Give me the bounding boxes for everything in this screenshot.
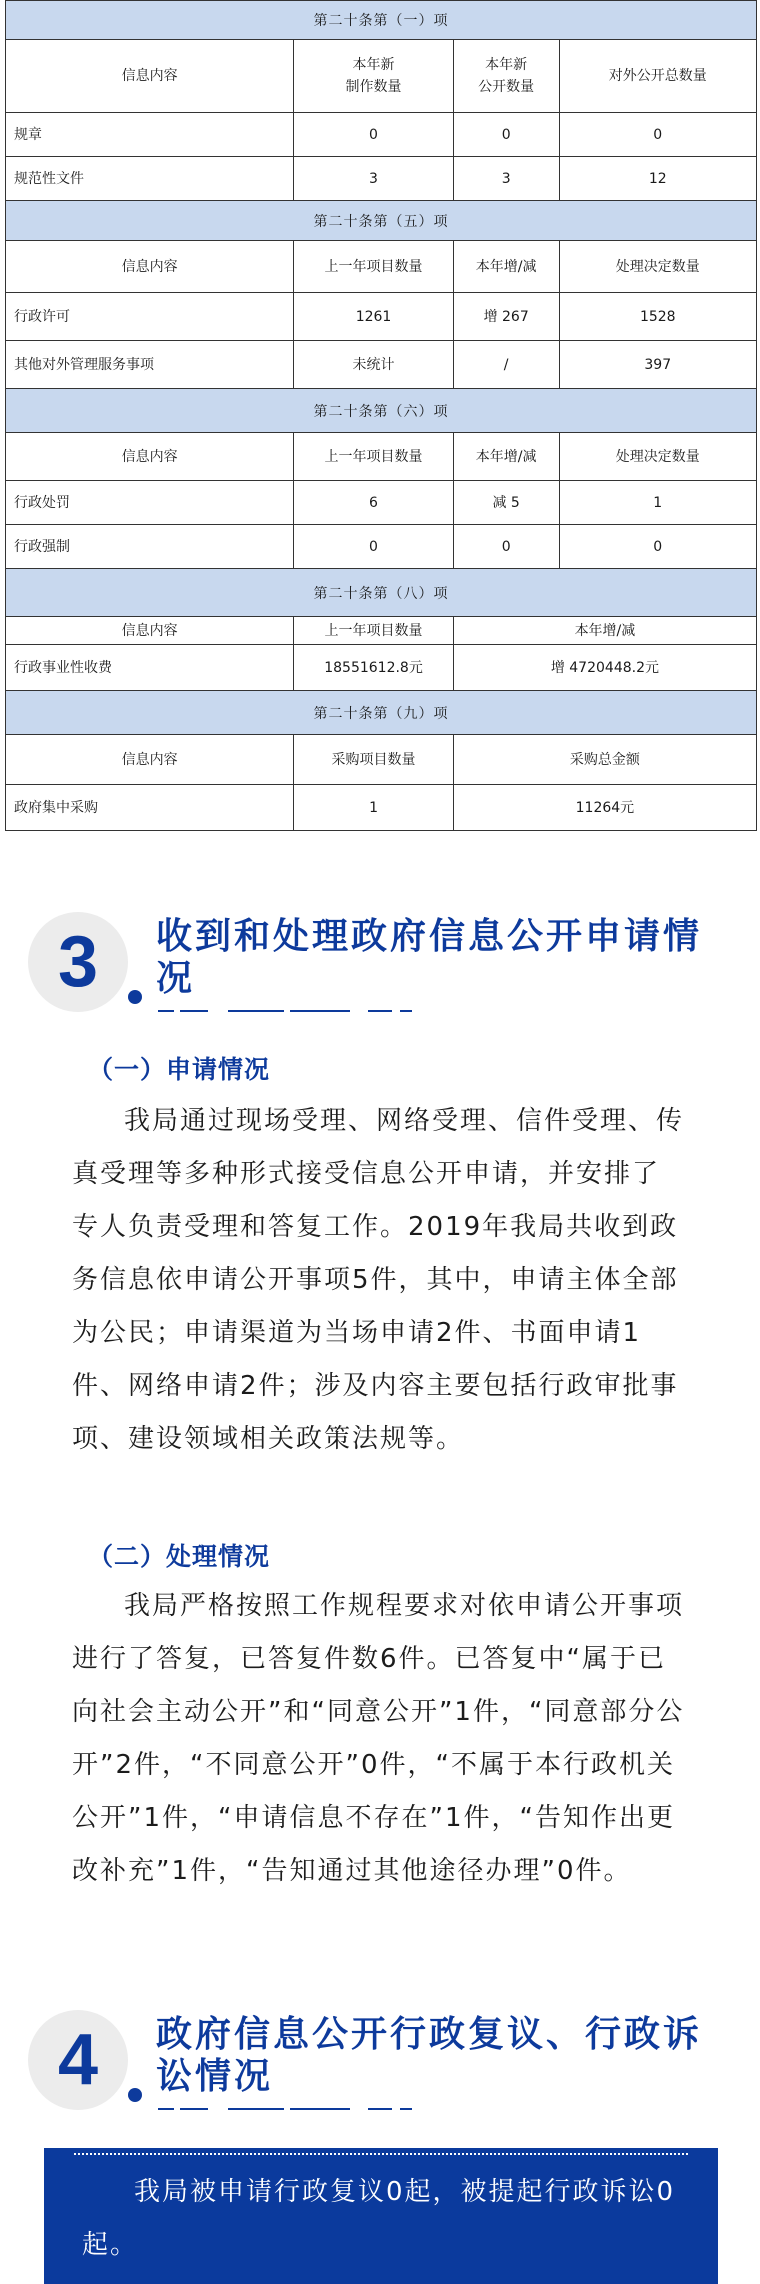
table-cell: 0 xyxy=(294,525,454,568)
row-label: 行政处罚 xyxy=(6,481,294,524)
title-underline-dash xyxy=(228,2108,284,2110)
header-cell: 上一年项目数量 xyxy=(294,617,454,644)
header-cell: 对外公开总数量 xyxy=(608,68,707,84)
table-cell: 0 xyxy=(454,113,560,156)
section-4-header xyxy=(28,2010,728,2130)
subheading-application: （一）申请情况 xyxy=(88,1055,271,1084)
table-title-5: 第二十条第（五）项 xyxy=(5,201,757,241)
table-title-6: 第二十条第（六）项 xyxy=(5,389,757,433)
header-cell: 信息内容 xyxy=(6,735,294,784)
table-cell: 减 5 xyxy=(454,481,560,524)
row-label: 规章 xyxy=(6,113,294,156)
section-dot xyxy=(128,990,142,1004)
table-row xyxy=(5,341,757,389)
row-label: 政府集中采购 xyxy=(6,785,294,830)
header-cell: 信息内容 xyxy=(6,617,294,644)
title-underline-dash xyxy=(368,1010,392,1012)
header-cell: 上一年项目数量 xyxy=(294,433,454,480)
table-header-row xyxy=(5,617,757,645)
paragraph-processing: 我局严格按照工作规程要求对依申请公开事项进行了答复，已答复件数6件。已答复中“属于已向社会主动公开”和“同意公开”1件，“同意部分公开”2件，“不同意公开”0件，“不属于本行政机关公开”1件，“申请信息不存在”1件，“告知作出更改补充”1件，“告知通过其他途径办理”0件。 xyxy=(72,1591,685,1886)
disclosure-tables xyxy=(5,0,757,831)
table-header-row xyxy=(5,40,757,113)
header-cell: 本年新 公开数量 xyxy=(454,40,560,112)
title-underline-dash xyxy=(400,1010,412,1012)
dotted-divider xyxy=(74,2153,688,2155)
row-label: 行政事业性收费 xyxy=(6,645,294,690)
title-underline-dash xyxy=(290,1010,350,1012)
header-cell: 上一年项目数量 xyxy=(294,241,454,292)
header-cell: 本年增/减 xyxy=(454,241,560,292)
section-dot xyxy=(128,2088,142,2102)
table-cell: 1261 xyxy=(294,293,454,340)
table-cell: 3 xyxy=(294,157,454,200)
title-underline-dash xyxy=(158,2108,174,2110)
table-row xyxy=(5,157,757,201)
section-title: 政府信息公开行政复议、行政诉讼情况 xyxy=(156,2014,703,2097)
header-cell: 处理决定数量 xyxy=(615,258,700,275)
table-cell: 397 xyxy=(644,356,672,373)
table-row xyxy=(5,293,757,341)
table-cell: 0 xyxy=(653,126,663,143)
row-label: 规范性文件 xyxy=(6,157,294,200)
header-cell: 本年新 制作数量 xyxy=(294,40,454,112)
section-number: 3 xyxy=(57,922,99,1002)
table-cell: 0 xyxy=(454,525,560,568)
table-header-row xyxy=(5,433,757,481)
paragraph-application: 我局通过现场受理、网络受理、信件受理、传真受理等多种形式接受信息公开申请，并安排了专人负责受理和答复工作。2019年我局共收到政务信息依申请公开事项5件，其中，申请主体全部为公民；申请渠道为当场申请2件、书面申请1件、网络申请2件；涉及内容主要包括行政审批事项、建设领域相关政策法规等。 xyxy=(72,1106,685,1454)
header-cell: 信息内容 xyxy=(6,40,294,112)
table-row xyxy=(5,113,757,157)
table-cell: 0 xyxy=(653,538,663,555)
subheading-processing: （二）处理情况 xyxy=(88,1542,271,1571)
header-cell: 信息内容 xyxy=(6,433,294,480)
title-underline-dash xyxy=(180,1010,208,1012)
table-cell: 1 xyxy=(653,494,663,511)
table-row xyxy=(5,645,757,691)
row-label: 行政许可 xyxy=(6,293,294,340)
table-row xyxy=(5,785,757,831)
table-cell: 增 4720448.2元 xyxy=(550,659,659,676)
table-title-1: 第二十条第（一）项 xyxy=(5,0,757,40)
title-underline-dash xyxy=(400,2108,412,2110)
section-title: 收到和处理政府信息公开申请情况 xyxy=(156,916,703,999)
section-number: 4 xyxy=(57,2020,99,2100)
table-row xyxy=(5,481,757,525)
row-label: 行政强制 xyxy=(6,525,294,568)
table-title-8: 第二十条第（八）项 xyxy=(5,569,757,617)
table-cell: / xyxy=(454,341,560,388)
title-underline-dash xyxy=(290,2108,350,2110)
header-cell: 本年增/减 xyxy=(454,433,560,480)
title-underline-dash xyxy=(180,2108,208,2110)
header-cell: 信息内容 xyxy=(6,241,294,292)
table-title-9: 第二十条第（九）项 xyxy=(5,691,757,735)
row-label: 其他对外管理服务事项 xyxy=(6,341,294,388)
title-underline-dash xyxy=(368,2108,392,2110)
title-underline-dash xyxy=(228,1010,284,1012)
table-row xyxy=(5,525,757,569)
table-header-row xyxy=(5,241,757,293)
table-cell: 3 xyxy=(454,157,560,200)
table-cell: 11264元 xyxy=(575,799,635,816)
table-cell: 1528 xyxy=(639,308,676,325)
table-cell: 6 xyxy=(294,481,454,524)
table-cell: 0 xyxy=(294,113,454,156)
review-litigation-text: 我局被申请行政复议0起，被提起行政诉讼0起。 xyxy=(82,2177,676,2260)
title-underline-dash xyxy=(158,1010,174,1012)
table-cell: 未统计 xyxy=(294,341,454,388)
table-cell: 增 267 xyxy=(454,293,560,340)
table-cell: 1 xyxy=(294,785,454,830)
section-3-header xyxy=(28,912,728,1032)
header-cell: 采购项目数量 xyxy=(294,735,454,784)
header-cell: 本年增/减 xyxy=(574,622,636,639)
table-cell: 18551612.8元 xyxy=(294,645,454,690)
header-cell: 采购总金额 xyxy=(569,751,640,768)
review-litigation-box xyxy=(44,2148,718,2284)
table-cell: 12 xyxy=(648,170,667,187)
table-header-row xyxy=(5,735,757,785)
header-cell: 处理决定数量 xyxy=(615,448,700,465)
